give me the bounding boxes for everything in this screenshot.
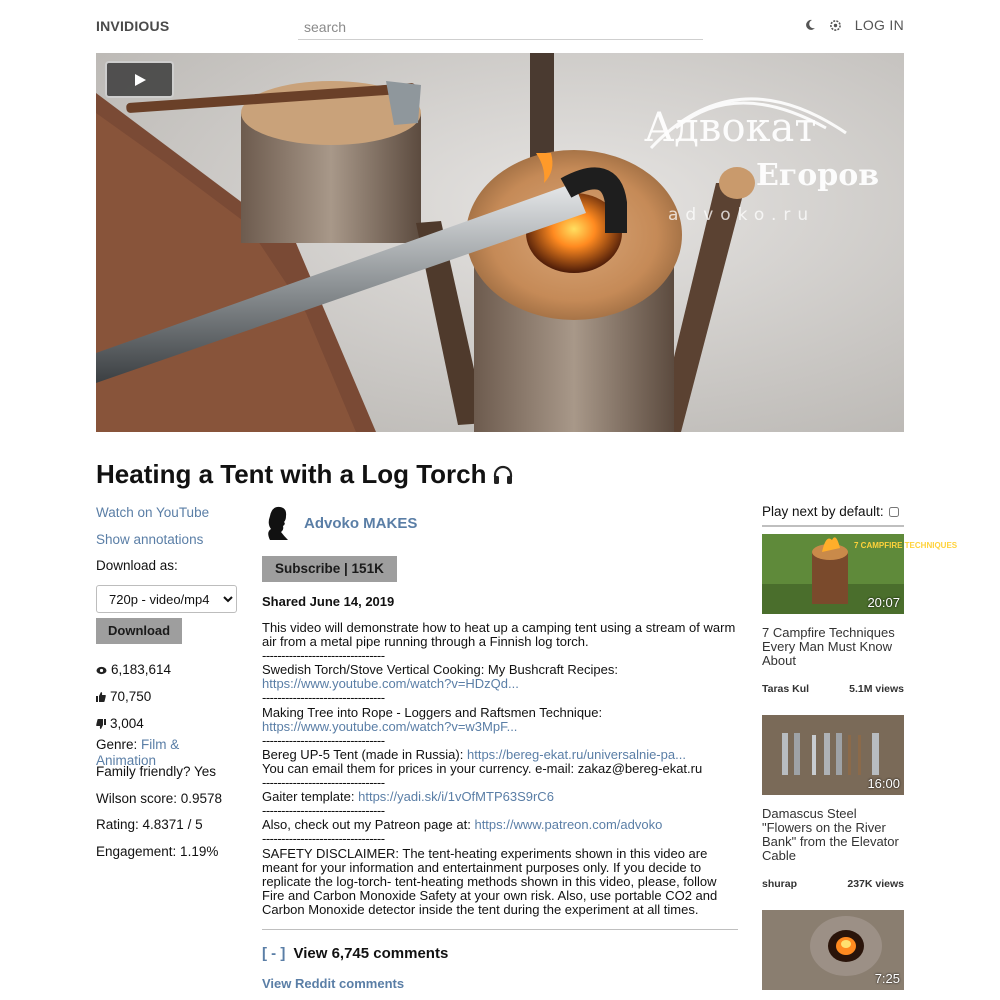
recommended-video[interactable] — [762, 715, 904, 890]
genre-label: Genre: — [96, 737, 138, 753]
login-link[interactable]: LOG IN — [854, 17, 904, 33]
description-intro: This video will demonstrate how to heat up a camping tent using a stream of warm air from a metal pipe running through a Finnish log torch. — [262, 620, 736, 650]
description-tent-text: Bereg UP-5 Tent (made in Russia): — [262, 746, 464, 762]
brand-logo[interactable]: INVIDIOUS — [96, 18, 170, 34]
video-title-link[interactable]: Damascus Steel "Flowers on the River Bank" from the Elevator Cable — [762, 806, 899, 863]
rating: Rating: 4.8371 / 5 — [96, 817, 203, 833]
download-format-select[interactable] — [96, 585, 237, 613]
description-gaiter-text: Gaiter template: — [262, 789, 355, 805]
video-thumbnail[interactable] — [762, 910, 904, 990]
description-divider: -------------------------------- — [262, 775, 385, 791]
video-duration: 7:25 — [874, 971, 900, 986]
recommended-video[interactable] — [762, 534, 958, 695]
play-button[interactable] — [105, 61, 174, 98]
download-as-label: Download as: — [96, 558, 178, 574]
description-patreon-link[interactable]: https://www.patreon.com/advoko — [474, 817, 663, 833]
video-thumbnail[interactable] — [762, 715, 904, 795]
video-meta — [762, 683, 904, 695]
dislikes-stat — [96, 710, 241, 737]
video-views: 237K views — [847, 878, 904, 890]
likes-count: 70,750 — [110, 689, 152, 705]
views-count: 6,183,614 — [111, 662, 172, 678]
thumbs-up-icon — [96, 692, 106, 702]
description-tent-link[interactable]: https://bereg-ekat.ru/universalnie-pa... — [466, 746, 686, 762]
watermark-url: advoko.ru — [668, 205, 816, 225]
thumbnail-caption: 7 CAMPFIRE TECHNIQUES — [854, 541, 958, 550]
video-frame — [96, 53, 904, 432]
play-next-label: Play next by default: — [762, 504, 884, 519]
description-divider: -------------------------------- — [262, 803, 385, 819]
reddit-comments-link[interactable]: View Reddit comments — [262, 976, 405, 991]
description-divider: -------------------------------- — [262, 732, 385, 748]
watermark-text-1: Адвокат — [644, 105, 817, 151]
download-button[interactable]: Download — [96, 618, 182, 644]
video-title-link[interactable]: 7 Campfire Techniques Every Man Must Know About — [762, 625, 895, 668]
play-icon — [133, 73, 147, 87]
description-gaiter-link[interactable]: https://yadi.sk/i/1vOfMTP63S9rC6 — [358, 789, 554, 805]
gear-icon[interactable] — [829, 18, 843, 32]
description-disclaimer: SAFETY DISCLAIMER: The tent-heating experiments shown in this video are meant for your information and entertainment purposes only. If you decide to replicate the log-torch- tent-heating methods shown in this video, please, follow Fire and Carbon Monoxide Safety at your own risk. Also, use portable CO2 and Carbon Monoxide detector inside the tent during the experiment at all times. — [262, 845, 718, 917]
channel-avatar[interactable] — [262, 502, 292, 544]
subscribe-button[interactable]: Subscribe | 151K — [262, 556, 397, 582]
eye-icon — [96, 666, 107, 675]
description-rope-text: Making Tree into Rope - Loggers and Raftsmen Technique: — [262, 704, 603, 720]
watch-on-youtube-link[interactable]: Watch on YouTube — [96, 505, 210, 520]
dislikes-count: 3,004 — [110, 715, 144, 731]
video-meta — [762, 878, 904, 890]
video-player[interactable] — [96, 53, 904, 432]
video-duration: 16:00 — [867, 776, 900, 791]
show-annotations-link[interactable]: Show annotations — [96, 531, 204, 547]
views-stat — [96, 657, 241, 684]
description-divider: -------------------------------- — [262, 648, 385, 664]
play-next-checkbox[interactable] — [889, 507, 899, 517]
comments-toggle[interactable]: [ - ] — [262, 945, 286, 962]
recommended-video[interactable] — [762, 910, 904, 990]
video-description — [262, 621, 738, 917]
channel-info — [262, 502, 417, 544]
watermark-text-2: Егоров — [756, 158, 880, 193]
headphones-icon — [492, 464, 514, 486]
thumbs-down-icon — [96, 719, 106, 729]
nav-actions — [803, 17, 904, 33]
engagement: Engagement: 1.19% — [96, 843, 219, 859]
description-divider: -------------------------------- — [262, 831, 385, 847]
shared-date: Shared June 14, 2019 — [262, 594, 395, 609]
description-torch-text: Swedish Torch/Stove Vertical Cooking: My Bushcraft Recipes: — [262, 662, 618, 678]
description-torch-link[interactable]: https://www.youtube.com/watch?v=HDzQd... — [262, 676, 519, 692]
video-author[interactable]: Taras Kul — [762, 683, 810, 695]
wilson-score: Wilson score: 0.9578 — [96, 790, 223, 806]
likes-stat — [96, 684, 241, 711]
video-title — [96, 459, 514, 490]
comments-separator — [262, 929, 738, 930]
moon-icon[interactable] — [803, 18, 817, 32]
genre-row — [96, 737, 241, 769]
video-author[interactable]: shurap — [762, 878, 798, 890]
comments-count: View 6,745 comments — [293, 945, 449, 962]
video-title-text: Heating a Tent with a Log Torch — [96, 459, 487, 489]
video-info-sidebar — [96, 505, 241, 871]
genre-link[interactable]: Film & Animation — [96, 737, 180, 769]
description-rope-link[interactable]: https://www.youtube.com/watch?v=w3MpF... — [262, 718, 518, 734]
video-views: 5.1M views — [849, 683, 904, 695]
video-thumbnail[interactable] — [762, 534, 958, 614]
family-friendly: Family friendly? Yes — [96, 763, 217, 779]
recommendations-sidebar — [762, 504, 958, 986]
comments-header — [262, 945, 448, 962]
description-divider: -------------------------------- — [262, 690, 385, 706]
play-next-toggle — [762, 504, 904, 527]
channel-name-link[interactable]: Advoko MAKES — [304, 514, 418, 532]
description-email-text: You can email them for prices in your currency. e-mail: zakaz@bereg-ekat.ru — [262, 760, 703, 776]
description-patreon-text: Also, check out my Patreon page at: — [262, 817, 471, 833]
video-duration: 20:07 — [867, 595, 900, 610]
search-input[interactable] — [298, 14, 703, 40]
